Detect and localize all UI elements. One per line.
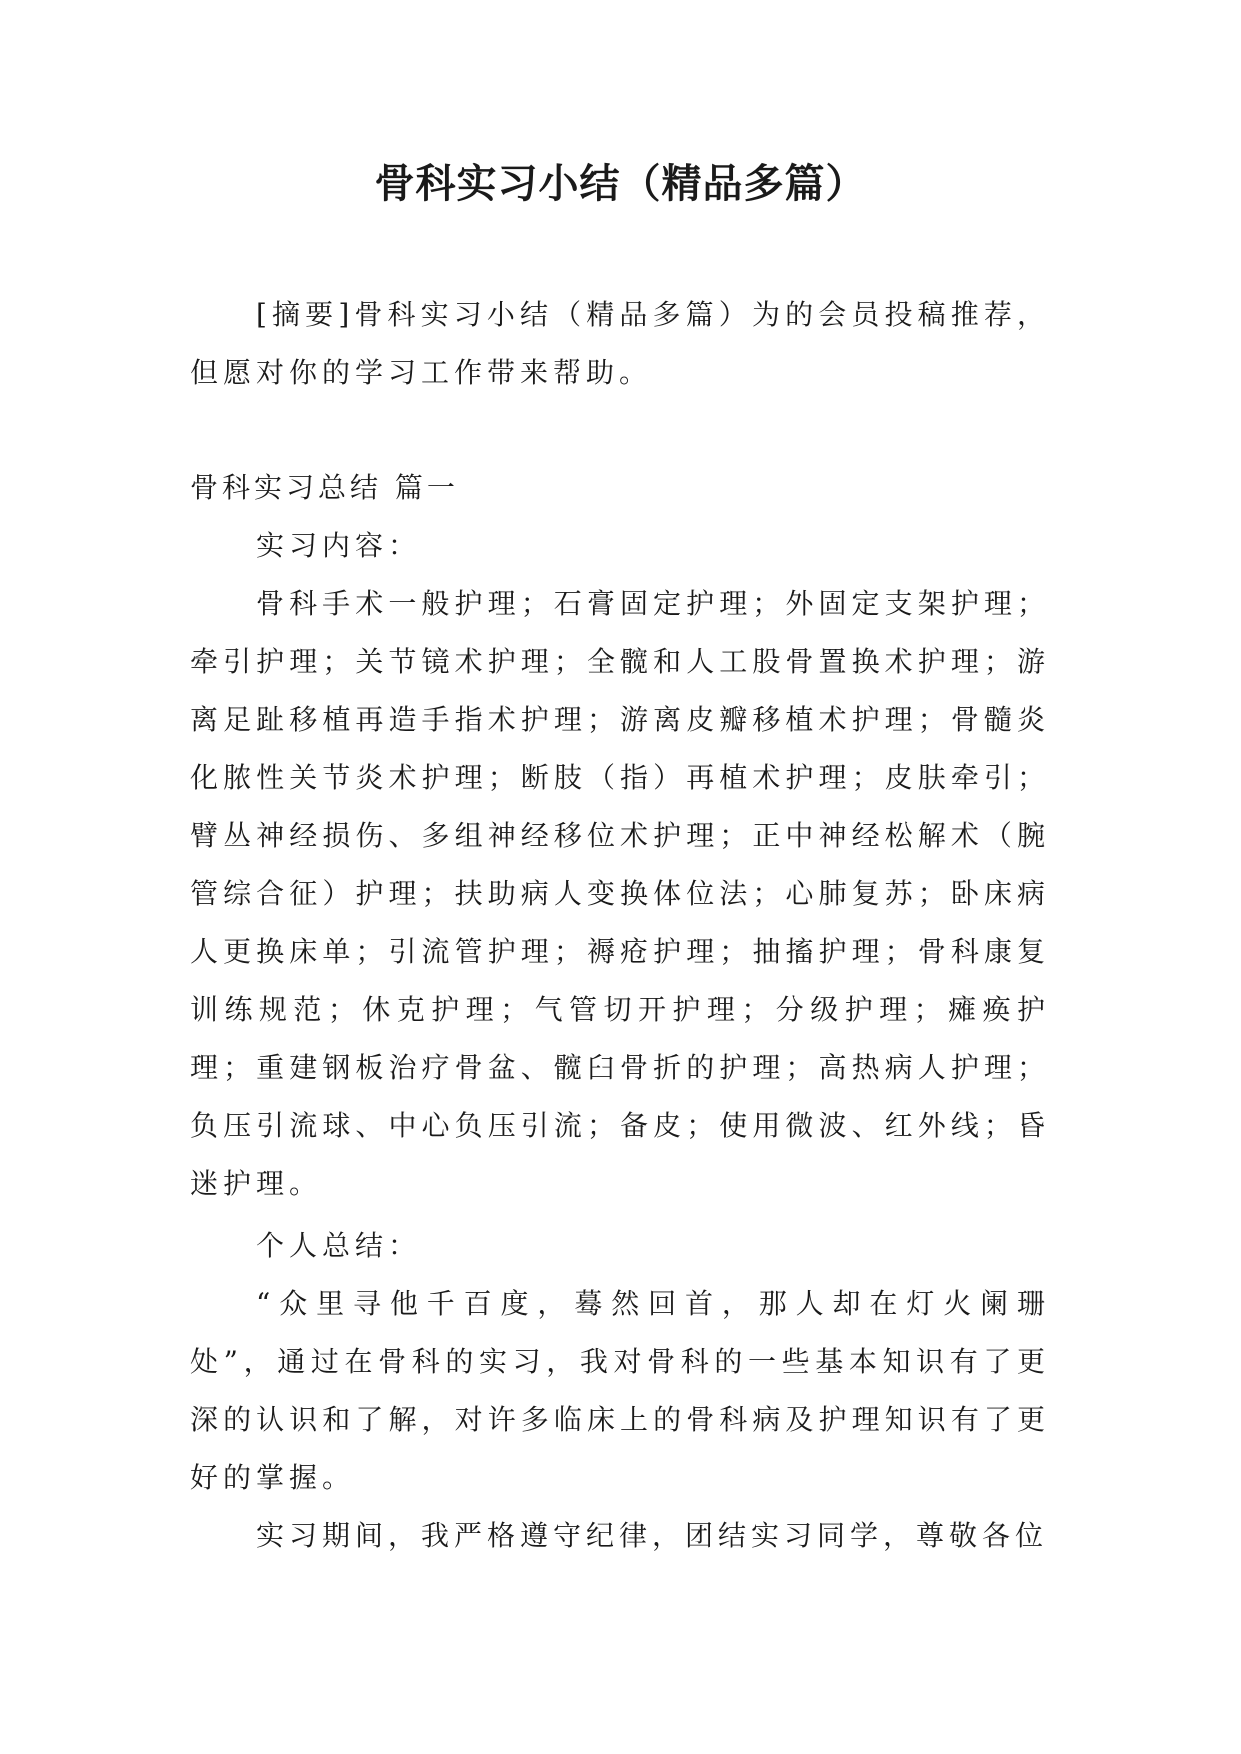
personal-summary-label: 个人总结： — [256, 1229, 422, 1262]
personal-summary-paragraph: “众里寻他千百度，蓦然回首，那人却在灯火阑珊处”，通过在骨科的实习，我对骨科的一些基本知识有了更深的认识和了解，对许多临床上的骨科病及护理知识有了更好的掌握。 — [190, 1287, 1050, 1494]
abstract-paragraph: [摘要]骨科实习小结（精品多篇）为的会员投稿推荐，但愿对你的学习工作带来帮助。 — [190, 298, 1050, 389]
section-heading: 骨科实习总结 篇一 — [190, 471, 459, 504]
internship-content-label: 实习内容： — [256, 529, 422, 562]
personal-summary-paragraph: 实习期间，我严格遵守纪律，团结实习同学，尊敬各位 — [256, 1519, 1049, 1552]
document-title: 骨科实习小结（精品多篇） — [374, 161, 867, 207]
internship-content-paragraph: 骨科手术一般护理；石膏固定护理；外固定支架护理；牵引护理；关节镜术护理；全髋和人工股骨置换术护理；游离足趾移植再造手指术护理；游离皮瓣移植术护理；骨髓炎化脓性关节炎术护理；断肢（指）再植术护理；皮肤牵引；臂丛神经损伤、多组神经移位术护理；正中神经松解术（腕管综合征）护理；扶助病人变换体位法；心肺复苏；卧床病人更换床单；引流管护理；褥疮护理；抽搐护理；骨科康复训练规范；休克护理；气管切开护理；分级护理；瘫痪护理；重建钢板治疗骨盆、髋臼骨折的护理；高热病人护理；负压引流球、中心负压引流；备皮；使用微波、红外线；昏迷护理。 — [190, 587, 1050, 1200]
